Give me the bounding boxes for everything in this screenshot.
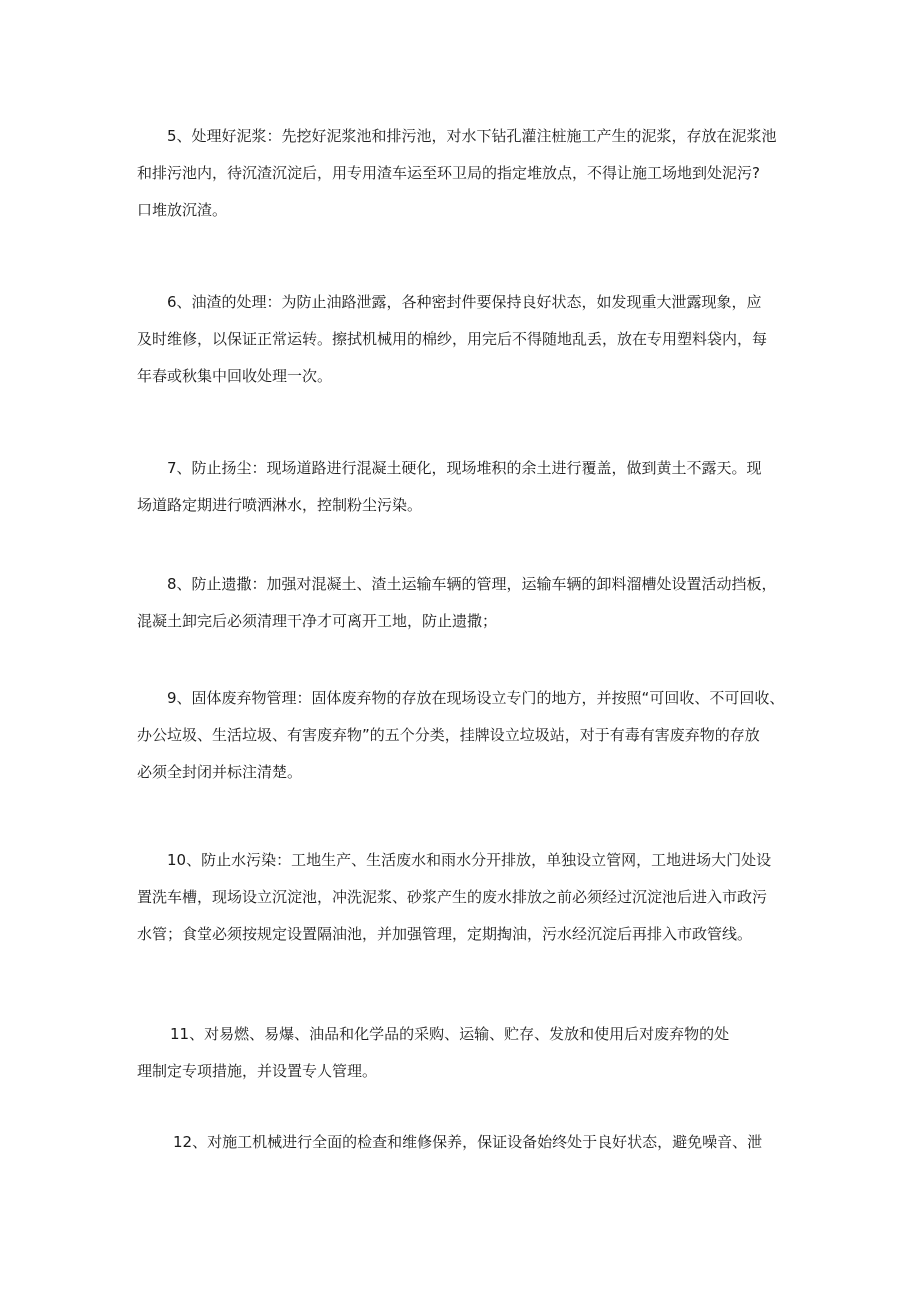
paragraph-line: 9、固体废弃物管理：固体废弃物的存放在现场设立专门的地方，并按照“可回收、不可回收、 <box>167 689 785 707</box>
paragraph-line: 和排污池内，待沉渣沉淀后，用专用渣车运至环卫局的指定堆放点，不得让施工场地到处泥污? <box>137 164 760 182</box>
paragraph-8-spill-prevention <box>137 566 797 640</box>
paragraph-line: 年春或秋集中回收处理一次。 <box>137 367 333 385</box>
paragraph-line: 置洗车槽，现场设立沉淀池，冲洗泥浆、砂浆产生的废水排放之前必须经过沉淀池后进入市政污 <box>137 888 768 906</box>
paragraph-line: 7、防止扬尘：现场道路进行混凝土硬化，现场堆积的余土进行覆盖，做到黄土不露天。现 <box>167 459 762 477</box>
paragraph-line: 场道路定期进行喷洒淋水，控制粉尘污染。 <box>137 496 423 514</box>
paragraph-12-machinery-maintenance <box>137 1124 797 1161</box>
paragraph-line: 必须全封闭并标注清楚。 <box>137 763 303 781</box>
paragraph-line: 水管；食堂必须按规定设置隔油池，并加强管理，定期掏油，污水经沉淀后再排入市政管线。 <box>137 925 753 943</box>
paragraph-line: 8、防止遗撒：加强对混凝土、渣土运输车辆的管理，运输车辆的卸料溜槽处设置活动挡板， <box>167 575 777 593</box>
paragraph-line: 5、处理好泥浆：先挖好泥浆池和排污池，对水下钻孔灌注桩施工产生的泥浆，存放在泥浆池 <box>167 127 777 145</box>
paragraph-line: 办公垃圾、生活垃圾、有害废弃物”的五个分类，挂牌设立垃圾站，对于有毒有害废弃物的存放 <box>137 726 760 744</box>
paragraph-5-mud-handling <box>137 118 797 229</box>
paragraph-line: 11、对易燃、易爆、油品和化学品的采购、运输、贮存、发放和使用后对废弃物的处 <box>170 1025 730 1043</box>
paragraph-6-oil-residue <box>137 284 797 395</box>
paragraph-line: 理制定专项措施，并设置专人管理。 <box>137 1062 378 1080</box>
paragraph-9-solid-waste <box>137 680 797 791</box>
paragraph-11-hazardous-materials <box>137 1016 797 1090</box>
paragraph-7-dust-prevention <box>137 450 797 524</box>
paragraph-line: 口堆放沉渣。 <box>137 201 228 219</box>
paragraph-10-water-pollution <box>137 842 797 953</box>
paragraph-line: 6、油渣的处理：为防止油路泄露，各种密封件要保持良好状态，如发现重大泄露现象，应 <box>167 293 762 311</box>
paragraph-line: 混凝土卸完后必须清理干净才可离开工地，防止遗撒； <box>137 612 498 630</box>
paragraph-line: 及时维修，以保证正常运转。擦拭机械用的棉纱，用完后不得随地乱丢，放在专用塑料袋内，每 <box>137 330 768 348</box>
paragraph-line: 12、对施工机械进行全面的检查和维修保养，保证设备始终处于良好状态，避免噪音、泄 <box>173 1133 763 1151</box>
paragraph-line: 10、防止水污染：工地生产、生活废水和雨水分开排放，单独设立管网，工地进场大门处设 <box>167 851 772 869</box>
